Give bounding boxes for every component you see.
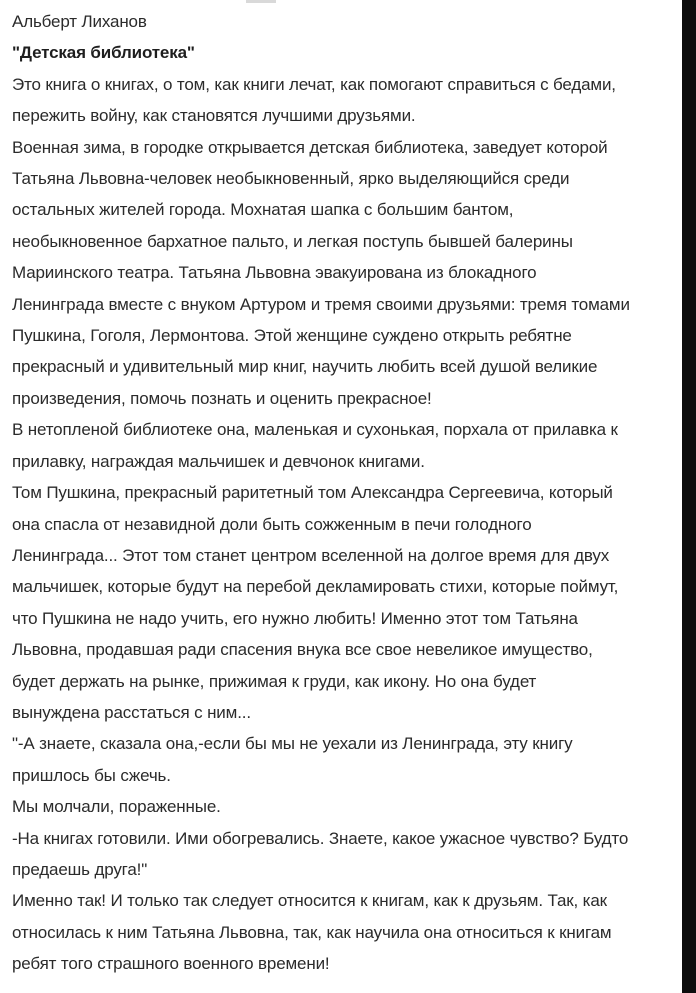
text-line: Пушкина, Гоголя, Лермонтова. Этой женщине суждено открыть ребятне <box>12 326 572 346</box>
text-line: Это книга о книгах, о том, как книги лечат, как помогают справиться с бедами, <box>12 74 616 94</box>
text-line: -На книгах готовили. Ими обогревались. Знаете, какое ужасное чувство? Будто <box>12 828 629 848</box>
document-text <box>12 6 692 980</box>
text-line: прекрасный и удивительный мир книг, научить любить всей душой великие <box>12 357 598 377</box>
text-line: В нетопленой библиотеке она, маленькая и сухонькая, порхала от прилавка к <box>12 420 618 440</box>
text-line: Львовна, продавшая ради спасения внука все свое невеликое имущество, <box>12 640 593 660</box>
text-line: что Пушкина не надо учить, его нужно любить! Именно этот том Татьяна <box>12 608 578 628</box>
text-line: мальчишек, которые будут на перебой декламировать стихи, которые поймут, <box>12 577 619 597</box>
text-line: будет держать на рынке, прижимая к груди, как икону. Но она будет <box>12 671 537 691</box>
text-line: остальных жителей города. Мохнатая шапка с большим бантом, <box>12 200 514 220</box>
text-line: Мариинского театра. Татьяна Львовна эвакуирована из блокадного <box>12 263 537 283</box>
text-line: Том Пушкина, прекрасный раритетный том Александра Сергеевича, который <box>12 483 613 503</box>
author-line: Альберт Лиханов <box>12 12 147 31</box>
text-line: пережить войну, как становятся лучшими друзьями. <box>12 106 416 126</box>
text-line: Военная зима, в городке открывается детская библиотека, заведует которой <box>12 137 608 157</box>
top-edge-mark <box>246 0 276 3</box>
text-line: ребят того страшного военного времени! <box>12 954 330 974</box>
text-line: Именно так! И только так следует относится к книгам, как к друзьям. Так, как <box>12 891 607 911</box>
book-title: "Детская библиотека" <box>12 43 195 63</box>
text-line: пришлось бы сжечь. <box>12 765 171 785</box>
text-line: необыкновенное бархатное пальто, и легкая поступь бывшей балерины <box>12 231 573 251</box>
text-line: Татьяна Львовна-человек необыкновенный, ярко выделяющийся среди <box>12 169 570 189</box>
text-line: она спасла от незавидной доли быть сожженным в печи голодного <box>12 514 532 534</box>
text-line: Ленинграда... Этот том станет центром вселенной на долгое время для двух <box>12 545 610 565</box>
text-line: Ленинграда вместе с внуком Артуром и тремя своими друзьями: тремя томами <box>12 294 630 314</box>
text-line: вынуждена расстаться с ним... <box>12 702 251 722</box>
text-line: предаешь друга!" <box>12 859 148 879</box>
text-line: прилавку, награждая мальчишек и девчонок книгами. <box>12 451 425 471</box>
right-edge-border <box>682 0 696 993</box>
text-line: "-А знаете, сказала она,-если бы мы не уехали из Ленинграда, эту книгу <box>12 734 573 754</box>
text-line: относилась к ним Татьяна Львовна, так, как научила она относиться к книгам <box>12 922 612 942</box>
text-line: Мы молчали, пораженные. <box>12 797 221 817</box>
text-line: произведения, помочь познать и оценить прекрасное! <box>12 388 432 408</box>
